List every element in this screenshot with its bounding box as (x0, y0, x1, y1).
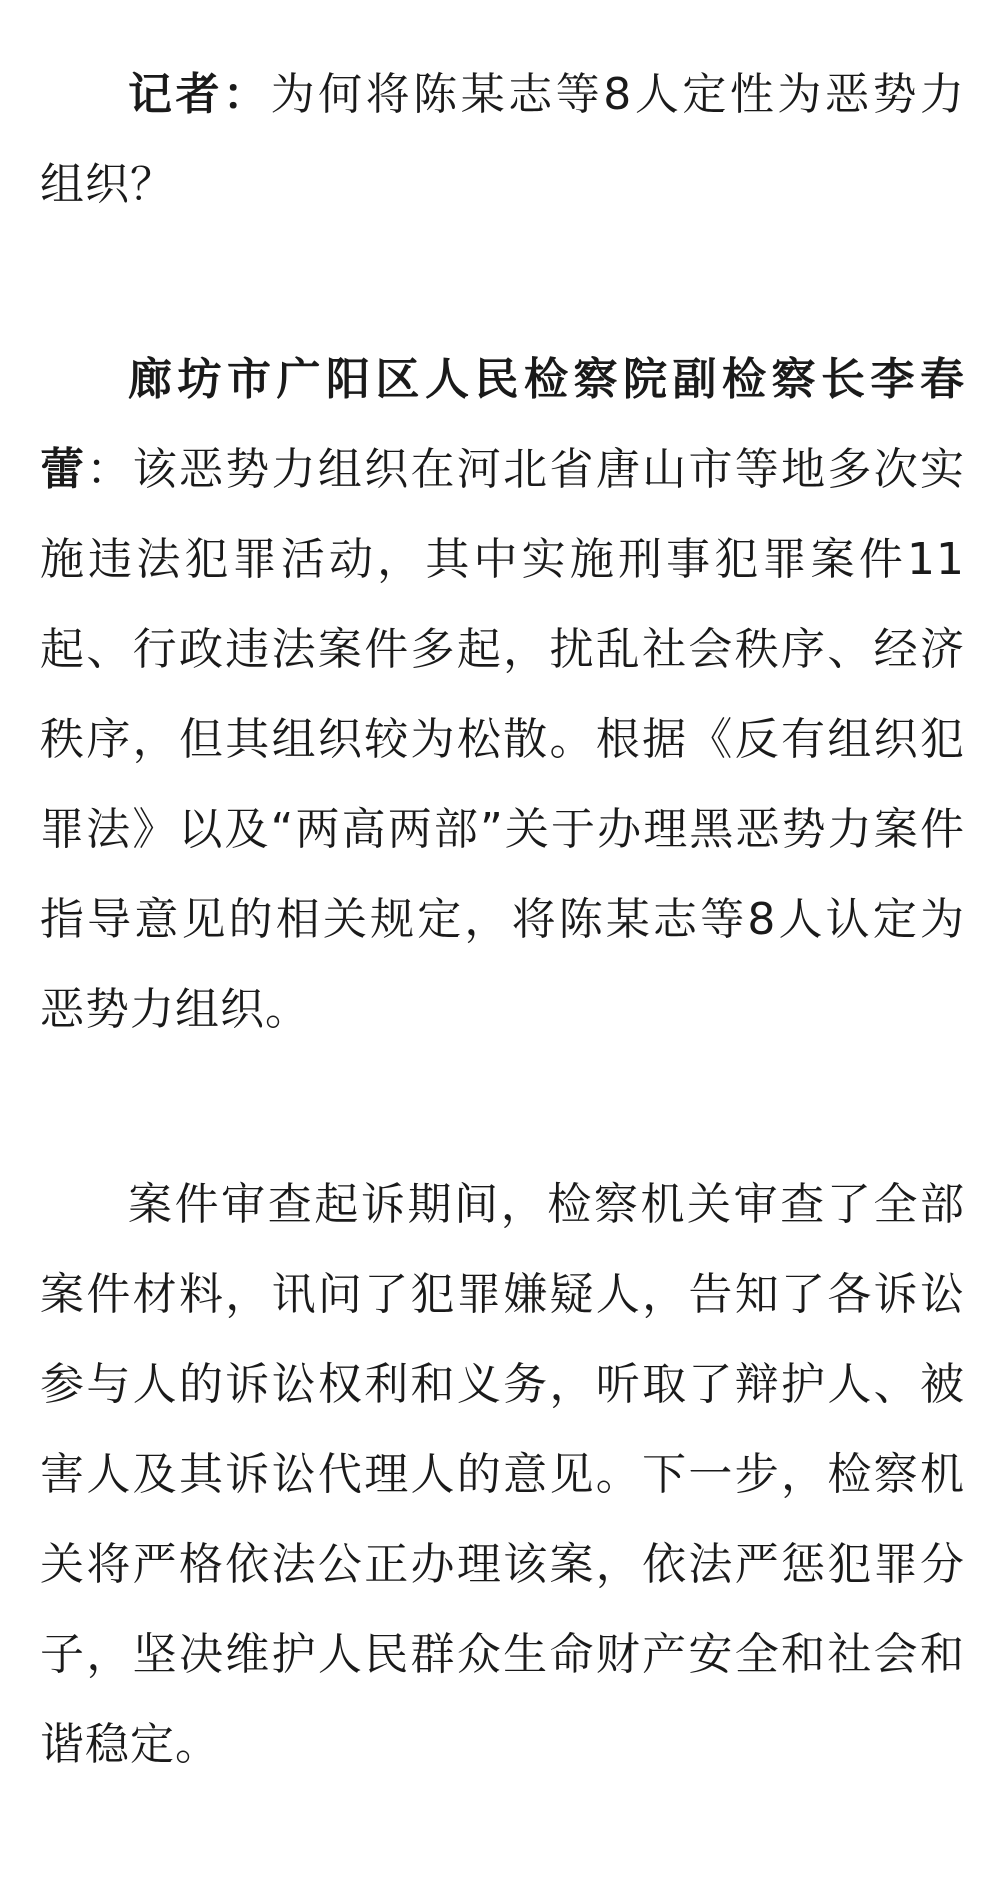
answer-speaker: 廊坊市广阳区人民检察院副检察长李春蕾 (40, 354, 965, 495)
question-text: 为何将陈某志等8人定性为恶势力组织？ (40, 69, 965, 210)
answer-text: 该恶势力组织在河北省唐山市等地多次实施违法犯罪活动，其中实施刑事犯罪案件11起、行政违法案件多起，扰乱社会秩序、经济秩序，但其组织较为松散。根据《反有组织犯罪法》以及“两高两部”关于办理黑恶势力案件指导意见的相关规定，将陈某志等8人认定为恶势力组织。 (40, 444, 966, 1035)
article-body (40, 50, 965, 1790)
question-paragraph (40, 50, 965, 230)
closing-paragraph: 案件审查起诉期间，检察机关审查了全部案件材料，讯问了犯罪嫌疑人，告知了各诉讼参与人的诉讼权利和义务，听取了辩护人、被害人及其诉讼代理人的意见。下一步，检察机关将严格依法公正办理该案，依法严惩犯罪分子，坚决维护人民群众生命财产安全和社会和谐稳定。 (40, 1179, 965, 1770)
paragraph-spacer (40, 230, 965, 335)
answer-paragraph (40, 335, 965, 1055)
answer-colon: ： (86, 444, 133, 495)
question-speaker: 记者： (128, 69, 271, 120)
paragraph-spacer (40, 1055, 965, 1160)
